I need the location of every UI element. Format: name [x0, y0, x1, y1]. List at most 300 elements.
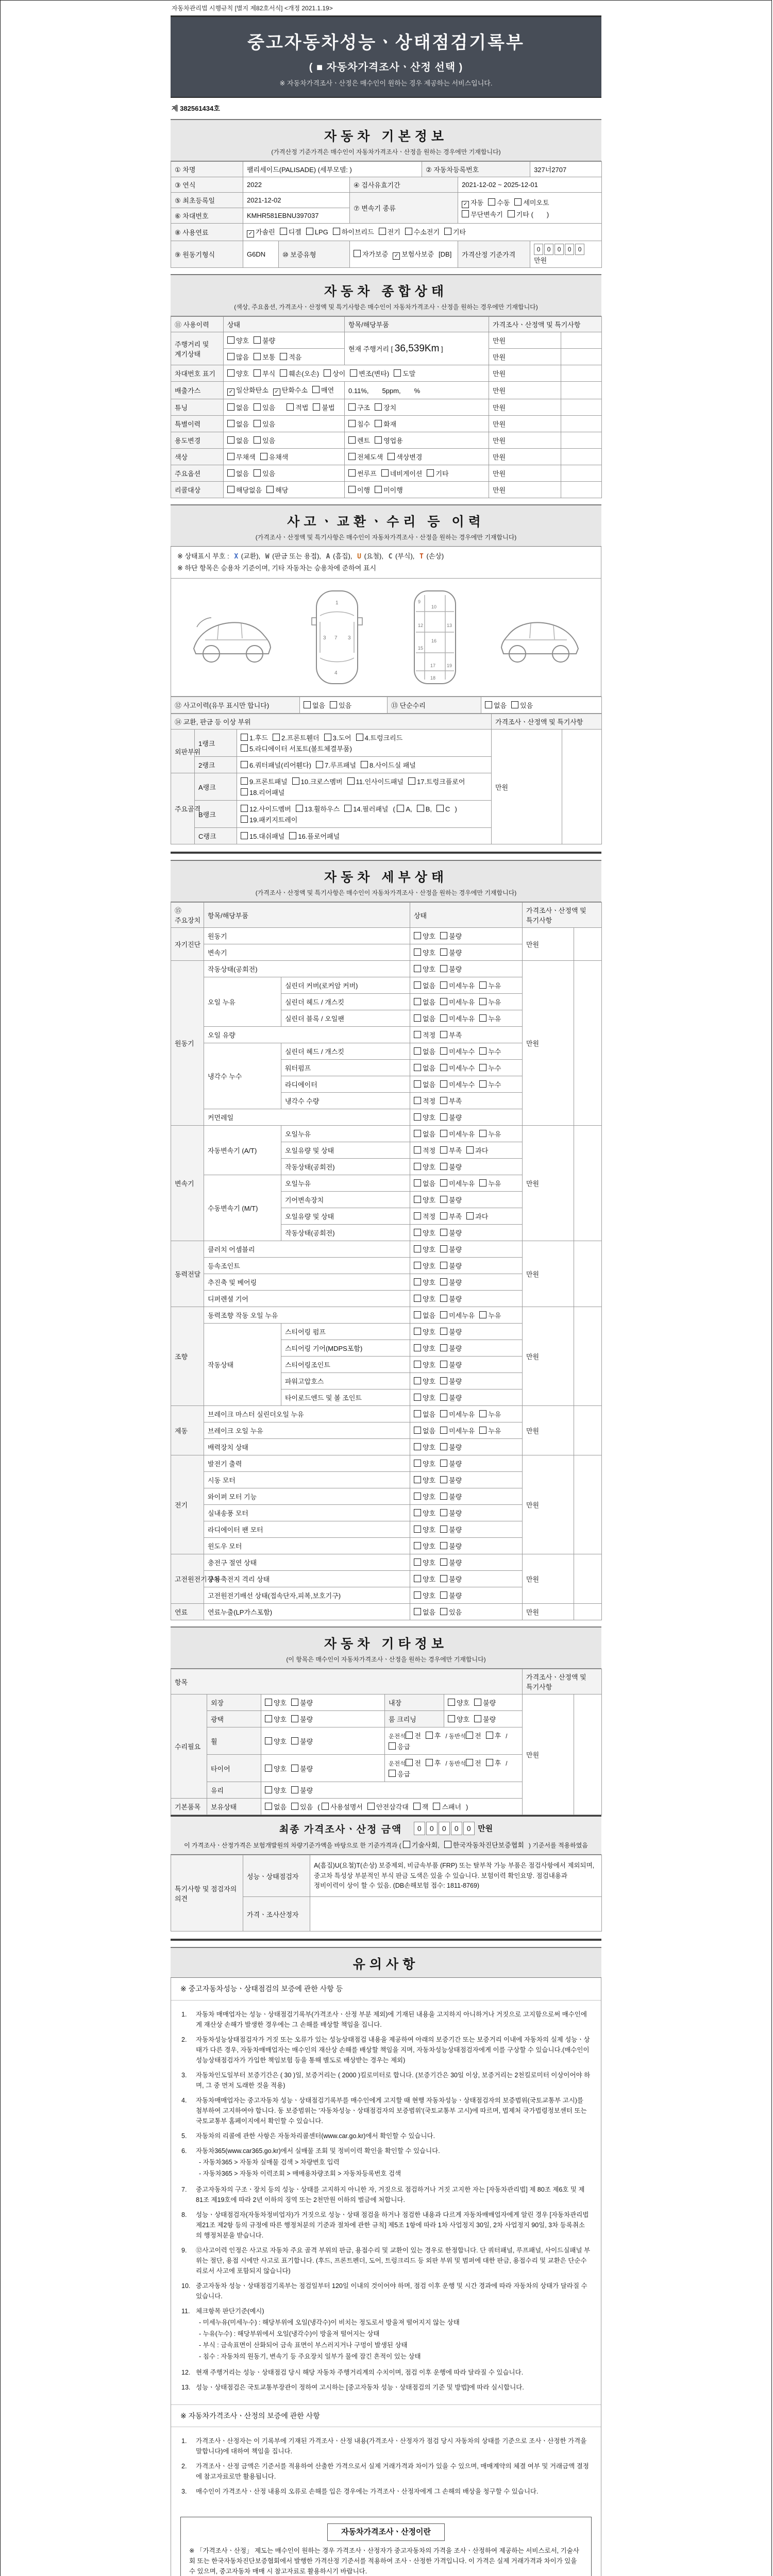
checkbox-option[interactable] [479, 1409, 501, 1419]
checkbox-option[interactable] [280, 368, 319, 378]
checkbox-option[interactable] [292, 776, 343, 786]
checkbox[interactable] [348, 436, 356, 444]
checkbox-option[interactable] [466, 1145, 488, 1155]
checkbox-option[interactable] [414, 964, 435, 974]
checkbox-option[interactable] [440, 1557, 462, 1567]
checkbox[interactable]: ✓ [462, 201, 469, 208]
checkbox[interactable] [414, 1328, 421, 1335]
checkbox-option[interactable] [291, 1698, 313, 1707]
checkbox[interactable] [448, 1699, 455, 1706]
checkbox[interactable] [330, 701, 337, 708]
checkbox[interactable] [406, 1732, 413, 1739]
checkbox[interactable] [440, 1245, 447, 1252]
checkbox-option[interactable] [414, 1145, 435, 1155]
checkbox-option[interactable] [291, 1802, 313, 1811]
checkbox-option[interactable] [408, 776, 465, 786]
checkbox[interactable] [292, 777, 299, 785]
checkbox[interactable] [440, 1064, 447, 1071]
checkbox[interactable] [440, 1014, 447, 1022]
checkbox[interactable] [427, 469, 434, 477]
checkbox[interactable] [414, 1047, 421, 1055]
checkbox-option[interactable] [241, 831, 284, 841]
checkbox[interactable] [440, 1262, 447, 1269]
checkbox[interactable] [291, 1715, 298, 1722]
checkbox[interactable] [440, 1575, 447, 1582]
checkbox[interactable] [440, 1212, 447, 1219]
checkbox[interactable] [466, 1732, 473, 1739]
checkbox-option[interactable] [414, 931, 435, 941]
checkbox[interactable] [375, 436, 382, 444]
checkbox[interactable] [426, 1759, 433, 1766]
checkbox-option[interactable] [440, 1013, 475, 1023]
checkbox-option[interactable] [440, 1492, 462, 1501]
checkbox-option[interactable] [414, 1096, 435, 1106]
checkbox-option[interactable] [414, 1195, 435, 1205]
checkbox[interactable] [440, 1410, 447, 1417]
checkbox-option[interactable] [440, 1178, 475, 1188]
checkbox-option[interactable] [403, 1840, 440, 1850]
checkbox-option[interactable] [241, 804, 291, 814]
checkbox[interactable] [227, 353, 234, 360]
checkbox-option[interactable] [389, 1769, 410, 1778]
checkbox-option[interactable] [280, 352, 301, 362]
checkbox-option[interactable] [440, 1607, 462, 1617]
checkbox-option[interactable] [440, 1343, 462, 1353]
checkbox[interactable] [265, 1786, 272, 1793]
checkbox[interactable] [417, 805, 424, 812]
checkbox-option[interactable] [241, 760, 311, 770]
checkbox-option[interactable] [265, 1714, 287, 1724]
checkbox[interactable] [260, 453, 267, 460]
checkbox-option[interactable] [348, 485, 370, 495]
checkbox-option[interactable] [265, 1802, 287, 1811]
checkbox-option[interactable] [324, 733, 351, 742]
checkbox-option[interactable] [440, 997, 475, 1007]
checkbox-option[interactable] [312, 385, 334, 395]
checkbox-option[interactable] [440, 1046, 475, 1056]
checkbox-option[interactable] [414, 1112, 435, 1122]
checkbox[interactable] [511, 701, 518, 708]
checkbox[interactable] [408, 777, 415, 785]
checkbox[interactable] [227, 420, 234, 427]
checkbox-option[interactable] [375, 419, 396, 429]
checkbox[interactable] [414, 1245, 421, 1252]
checkbox-option[interactable] [440, 964, 462, 974]
checkbox[interactable] [356, 734, 363, 741]
checkbox[interactable] [414, 1014, 421, 1022]
checkbox[interactable] [414, 1278, 421, 1285]
checkbox-option[interactable] [440, 1442, 462, 1452]
checkbox[interactable] [440, 1278, 447, 1285]
checkbox[interactable] [414, 1591, 421, 1599]
checkbox-option[interactable] [394, 368, 415, 378]
checkbox[interactable] [254, 336, 261, 344]
checkbox-option[interactable] [448, 1698, 469, 1707]
checkbox-option[interactable] [414, 947, 435, 957]
checkbox[interactable] [241, 734, 248, 741]
checkbox[interactable] [312, 386, 320, 393]
checkbox[interactable] [241, 744, 248, 752]
checkbox[interactable] [414, 932, 421, 939]
checkbox-option[interactable] [414, 1426, 435, 1435]
checkbox-option[interactable] [417, 805, 432, 813]
checkbox[interactable] [440, 1427, 447, 1434]
checkbox[interactable] [348, 453, 356, 460]
checkbox-option[interactable] [440, 1228, 462, 1238]
checkbox-option[interactable] [486, 1758, 501, 1768]
checkbox[interactable] [348, 486, 356, 493]
checkbox[interactable] [414, 1130, 421, 1137]
checkbox-option[interactable] [444, 1840, 524, 1850]
checkbox-option[interactable] [296, 804, 340, 814]
checkbox-option[interactable] [426, 1731, 441, 1740]
checkbox[interactable] [241, 816, 248, 823]
checkbox-option[interactable] [414, 1343, 435, 1353]
checkbox-option[interactable] [508, 209, 549, 219]
checkbox-option[interactable] [414, 1294, 435, 1303]
checkbox[interactable] [280, 369, 287, 377]
checkbox-option[interactable] [440, 1195, 462, 1205]
checkbox[interactable] [254, 420, 261, 427]
checkbox-option[interactable] [227, 485, 262, 495]
checkbox-option[interactable] [227, 452, 256, 462]
checkbox[interactable]: ✓ [247, 230, 254, 238]
checkbox-option[interactable] [316, 760, 356, 770]
checkbox[interactable] [440, 932, 447, 939]
checkbox[interactable] [414, 1526, 421, 1533]
checkbox[interactable] [389, 1770, 396, 1777]
checkbox[interactable] [324, 734, 331, 741]
checkbox[interactable] [440, 1344, 447, 1351]
checkbox-option[interactable] [254, 402, 275, 412]
checkbox[interactable] [291, 1737, 298, 1744]
checkbox[interactable] [322, 1803, 329, 1810]
checkbox-option[interactable] [488, 197, 510, 207]
checkbox-option[interactable] [348, 435, 370, 445]
checkbox[interactable] [296, 805, 303, 812]
checkbox[interactable] [448, 1715, 455, 1722]
checkbox-option[interactable] [479, 1426, 501, 1435]
checkbox-option[interactable] [291, 1736, 313, 1746]
checkbox[interactable] [440, 1229, 447, 1236]
checkbox[interactable] [316, 761, 323, 768]
checkbox[interactable] [291, 1803, 298, 1810]
checkbox[interactable] [436, 805, 444, 812]
checkbox[interactable] [440, 1080, 447, 1088]
checkbox[interactable] [440, 1163, 447, 1170]
checkbox-option[interactable] [413, 1802, 429, 1811]
checkbox-option[interactable] [347, 776, 404, 786]
checkbox[interactable] [479, 1080, 486, 1088]
checkbox-option[interactable] [414, 1162, 435, 1172]
checkbox-option[interactable] [265, 1764, 287, 1773]
checkbox-option[interactable] [440, 931, 462, 941]
checkbox[interactable] [414, 998, 421, 1005]
checkbox-option[interactable] [241, 776, 288, 786]
checkbox[interactable] [414, 1146, 421, 1154]
checkbox-option[interactable] [479, 1079, 501, 1089]
checkbox[interactable] [348, 403, 356, 411]
checkbox[interactable] [414, 1377, 421, 1384]
checkbox[interactable]: ✓ [393, 252, 400, 260]
checkbox-option[interactable] [414, 1393, 435, 1402]
checkbox[interactable] [227, 486, 234, 493]
checkbox-option[interactable] [227, 368, 249, 378]
checkbox[interactable] [348, 469, 356, 477]
checkbox-option[interactable] [440, 1574, 462, 1584]
checkbox-option[interactable] [440, 1079, 475, 1089]
checkbox-option[interactable] [474, 1714, 496, 1724]
checkbox-option[interactable] [414, 1541, 435, 1551]
checkbox-option[interactable] [444, 227, 466, 236]
checkbox-option[interactable] [479, 1310, 501, 1320]
checkbox[interactable] [479, 1047, 486, 1055]
checkbox-option[interactable] [440, 1409, 475, 1419]
checkbox-option[interactable] [440, 980, 475, 990]
checkbox-option[interactable] [361, 760, 416, 770]
checkbox-option[interactable] [266, 485, 288, 495]
checkbox[interactable] [291, 1699, 298, 1706]
checkbox[interactable] [254, 369, 261, 377]
checkbox[interactable] [265, 1715, 272, 1722]
checkbox-option[interactable] [291, 1785, 313, 1795]
checkbox[interactable] [381, 469, 389, 477]
checkbox-option[interactable] [381, 468, 423, 478]
checkbox-option[interactable] [414, 1046, 435, 1056]
checkbox[interactable] [287, 403, 294, 411]
checkbox[interactable] [333, 228, 340, 235]
checkbox[interactable] [466, 1759, 473, 1766]
checkbox-option[interactable] [247, 227, 275, 238]
checkbox-option[interactable] [414, 1409, 435, 1419]
checkbox-option[interactable] [440, 1393, 462, 1402]
checkbox-option[interactable] [304, 700, 325, 710]
checkbox-option[interactable] [324, 368, 345, 378]
checkbox-option[interactable] [273, 733, 320, 742]
checkbox[interactable] [414, 1542, 421, 1549]
checkbox[interactable] [397, 805, 404, 812]
checkbox-option[interactable] [440, 1360, 462, 1369]
checkbox-option[interactable] [227, 435, 249, 445]
checkbox[interactable] [227, 436, 234, 444]
checkbox[interactable] [440, 1130, 447, 1137]
checkbox-option[interactable] [440, 1590, 462, 1600]
checkbox-option[interactable] [440, 1475, 462, 1485]
checkbox[interactable] [440, 1311, 447, 1318]
checkbox[interactable] [414, 1229, 421, 1236]
checkbox[interactable] [414, 1031, 421, 1038]
checkbox[interactable] [265, 1737, 272, 1744]
checkbox-option[interactable] [227, 419, 249, 429]
checkbox[interactable] [440, 1196, 447, 1203]
checkbox[interactable] [414, 1295, 421, 1302]
checkbox-option[interactable] [354, 249, 388, 259]
checkbox-option[interactable] [348, 452, 383, 462]
checkbox-option[interactable] [440, 1277, 462, 1287]
checkbox-option[interactable] [426, 1758, 441, 1768]
checkbox-option[interactable] [414, 1310, 435, 1320]
checkbox[interactable] [266, 486, 274, 493]
checkbox[interactable] [414, 1163, 421, 1170]
checkbox-option[interactable] [260, 452, 289, 462]
checkbox[interactable] [440, 1591, 447, 1599]
checkbox[interactable] [265, 1765, 272, 1772]
checkbox-option[interactable] [440, 1261, 462, 1270]
checkbox[interactable] [348, 420, 356, 427]
checkbox-option[interactable] [280, 227, 301, 236]
checkbox[interactable] [414, 1476, 421, 1483]
checkbox[interactable] [414, 1344, 421, 1351]
checkbox[interactable] [414, 1608, 421, 1615]
checkbox[interactable] [414, 1361, 421, 1368]
checkbox-option[interactable] [440, 1541, 462, 1551]
checkbox[interactable] [440, 1113, 447, 1121]
checkbox[interactable] [273, 734, 280, 741]
checkbox-option[interactable] [440, 1376, 462, 1386]
checkbox-option[interactable] [241, 733, 268, 742]
checkbox[interactable] [440, 1328, 447, 1335]
checkbox-option[interactable] [479, 997, 501, 1007]
checkbox-option[interactable] [440, 1063, 475, 1073]
checkbox-option[interactable] [333, 227, 374, 236]
checkbox-option[interactable] [265, 1698, 287, 1707]
checkbox-option[interactable] [414, 1475, 435, 1485]
checkbox[interactable] [479, 1064, 486, 1071]
checkbox-option[interactable] [486, 1731, 501, 1740]
checkbox[interactable] [440, 1047, 447, 1055]
checkbox[interactable] [241, 761, 248, 768]
checkbox[interactable] [241, 832, 248, 839]
checkbox-option[interactable] [375, 402, 396, 412]
checkbox-option[interactable] [414, 1607, 435, 1617]
checkbox-option[interactable] [313, 402, 334, 412]
checkbox[interactable] [414, 1410, 421, 1417]
checkbox-option[interactable] [414, 1129, 435, 1139]
checkbox[interactable] [485, 701, 492, 708]
checkbox-option[interactable] [414, 980, 435, 990]
checkbox[interactable] [440, 1377, 447, 1384]
checkbox[interactable] [479, 1179, 486, 1187]
checkbox-option[interactable] [414, 1376, 435, 1386]
checkbox-option[interactable] [348, 468, 377, 478]
checkbox-option[interactable] [440, 1508, 462, 1518]
checkbox[interactable] [414, 1443, 421, 1450]
checkbox[interactable] [474, 1699, 481, 1706]
checkbox[interactable] [289, 832, 296, 839]
checkbox[interactable] [440, 1509, 447, 1516]
checkbox-option[interactable] [414, 1574, 435, 1584]
checkbox-option[interactable] [414, 1442, 435, 1452]
checkbox[interactable] [440, 1394, 447, 1401]
checkbox-option[interactable] [265, 1736, 287, 1746]
checkbox[interactable] [254, 403, 261, 411]
checkbox-option[interactable] [448, 1714, 469, 1724]
checkbox-option[interactable] [254, 335, 275, 345]
checkbox[interactable] [306, 228, 313, 235]
checkbox[interactable] [440, 1493, 447, 1500]
checkbox-option[interactable] [389, 1741, 410, 1751]
checkbox[interactable] [379, 228, 386, 235]
checkbox-option[interactable] [241, 815, 297, 824]
checkbox[interactable] [440, 1146, 447, 1154]
checkbox-option[interactable] [254, 368, 275, 378]
checkbox[interactable] [388, 453, 395, 460]
checkbox[interactable] [227, 453, 234, 460]
checkbox-option[interactable] [511, 700, 533, 710]
checkbox[interactable] [414, 1179, 421, 1187]
checkbox-option[interactable] [344, 804, 388, 814]
checkbox-option[interactable] [330, 700, 351, 710]
checkbox[interactable] [344, 805, 351, 812]
checkbox-option[interactable] [440, 1129, 475, 1139]
checkbox[interactable] [466, 1146, 474, 1154]
checkbox[interactable]: ✓ [273, 388, 280, 396]
checkbox-option[interactable] [414, 1557, 435, 1567]
checkbox-option[interactable] [306, 228, 328, 236]
checkbox[interactable] [444, 228, 451, 235]
checkbox[interactable] [440, 1542, 447, 1549]
checkbox-option[interactable] [440, 1294, 462, 1303]
checkbox[interactable] [440, 1460, 447, 1467]
checkbox-option[interactable] [405, 227, 440, 236]
checkbox-option[interactable] [414, 1228, 435, 1238]
checkbox-option[interactable] [440, 1112, 462, 1122]
checkbox[interactable] [479, 1014, 486, 1022]
checkbox[interactable] [479, 1427, 486, 1434]
checkbox[interactable] [440, 1031, 447, 1038]
checkbox-option[interactable] [291, 1714, 313, 1724]
checkbox-option[interactable] [440, 1162, 462, 1172]
checkbox-option[interactable] [254, 419, 275, 429]
checkbox-option[interactable] [466, 1758, 481, 1768]
checkbox-option[interactable] [397, 805, 412, 813]
checkbox-option[interactable] [322, 1802, 363, 1811]
checkbox-option[interactable] [414, 1030, 435, 1040]
checkbox[interactable] [403, 1841, 410, 1848]
checkbox[interactable] [440, 1097, 447, 1104]
checkbox-option[interactable] [514, 197, 549, 207]
checkbox[interactable] [389, 1742, 396, 1750]
checkbox-option[interactable] [479, 1013, 501, 1023]
checkbox[interactable] [479, 981, 486, 989]
checkbox-option[interactable] [241, 743, 352, 753]
checkbox[interactable] [414, 1394, 421, 1401]
checkbox-option[interactable] [440, 1327, 462, 1336]
checkbox-option[interactable] [440, 1244, 462, 1254]
checkbox-option[interactable] [433, 1802, 461, 1811]
checkbox-option[interactable] [379, 227, 400, 236]
checkbox[interactable]: ✓ [227, 388, 234, 396]
checkbox[interactable] [265, 1699, 272, 1706]
checkbox-option[interactable] [479, 1063, 501, 1073]
checkbox[interactable] [444, 1841, 451, 1848]
checkbox-option[interactable] [291, 1764, 313, 1773]
checkbox-option[interactable] [375, 485, 403, 495]
checkbox-option[interactable] [289, 831, 340, 841]
checkbox-option[interactable] [466, 1211, 488, 1221]
checkbox[interactable] [291, 1786, 298, 1793]
checkbox-option[interactable] [440, 1310, 475, 1320]
checkbox[interactable] [394, 369, 401, 377]
checkbox-option[interactable] [227, 335, 249, 345]
checkbox[interactable] [462, 210, 469, 217]
checkbox[interactable] [440, 981, 447, 989]
checkbox-option[interactable] [356, 733, 403, 742]
checkbox-option[interactable] [414, 1261, 435, 1270]
checkbox-option[interactable] [462, 209, 503, 219]
checkbox[interactable] [414, 1493, 421, 1500]
checkbox[interactable] [414, 1558, 421, 1566]
